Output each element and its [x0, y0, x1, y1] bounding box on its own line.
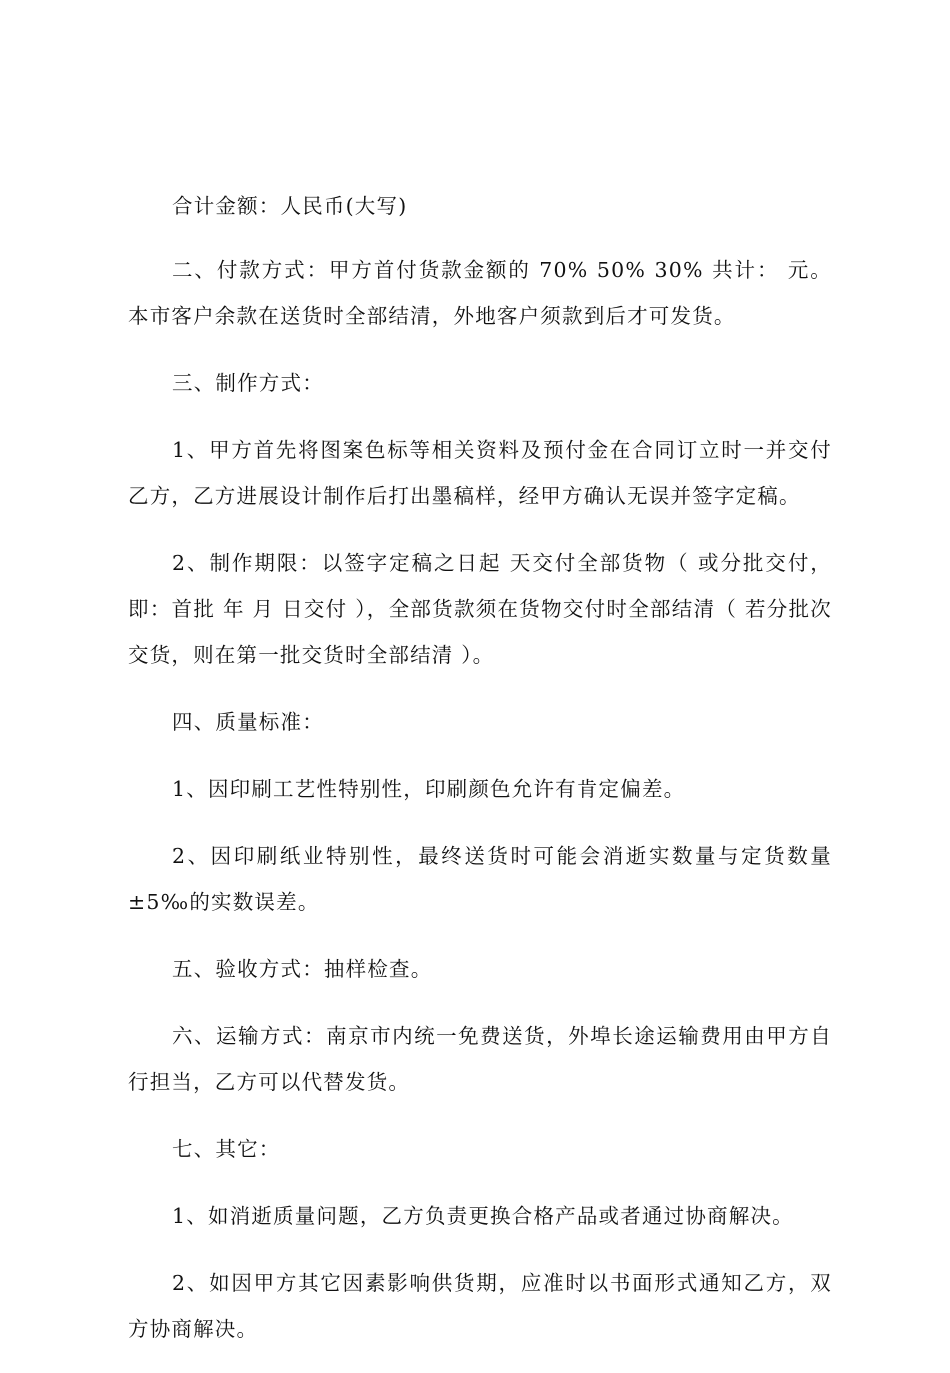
acceptance-method-clause: 五、验收方式：抽样检查。 [172, 957, 433, 981]
quality-item-1: 1、因印刷工艺性特别性，印刷颜色允许有肯定偏差。 [172, 777, 686, 801]
total-amount-line: 合计金额：人民币(大写) [172, 194, 408, 218]
quality-item-2: 2、因印刷纸业特别性，最终送货时可能会消逝实数量与定货数量±5‰的实数误差。 [128, 844, 832, 914]
transport-method-clause: 六、运输方式：南京市内统一免费送货，外埠长途运输费用由甲方自行担当，乙方可以代替发货。 [128, 1024, 832, 1094]
production-method-heading: 三、制作方式： [172, 371, 324, 395]
other-item-2: 2、如因甲方其它因素影响供货期，应准时以书面形式通知乙方，双方协商解决。 [128, 1271, 832, 1341]
production-item-2: 2、制作期限：以签字定稿之日起 天交付全部货物（ 或分批交付，即：首批 年 月 日交付 ），全部货款须在货物交付时全部结清（ 若分批次交货，则在第一批交货时全部结清 ）。 [128, 551, 832, 667]
other-item-1: 1、如消逝质量问题，乙方负责更换合格产品或者通过协商解决。 [172, 1204, 794, 1228]
quality-standard-heading: 四、质量标准： [172, 710, 324, 734]
production-item-1: 1、甲方首先将图案色标等相关资料及预付金在合同订立时一并交付乙方，乙方进展设计制作后打出墨稿样，经甲方确认无误并签字定稿。 [128, 438, 832, 508]
other-heading: 七、其它： [172, 1137, 281, 1161]
document-body [128, 186, 832, 1373]
payment-method-clause: 二、付款方式：甲方首付货款金额的 70% 50% 30% 共计： 元。本市客户余款在送货时全部结清，外地客户须款到后才可发货。 [128, 258, 832, 328]
